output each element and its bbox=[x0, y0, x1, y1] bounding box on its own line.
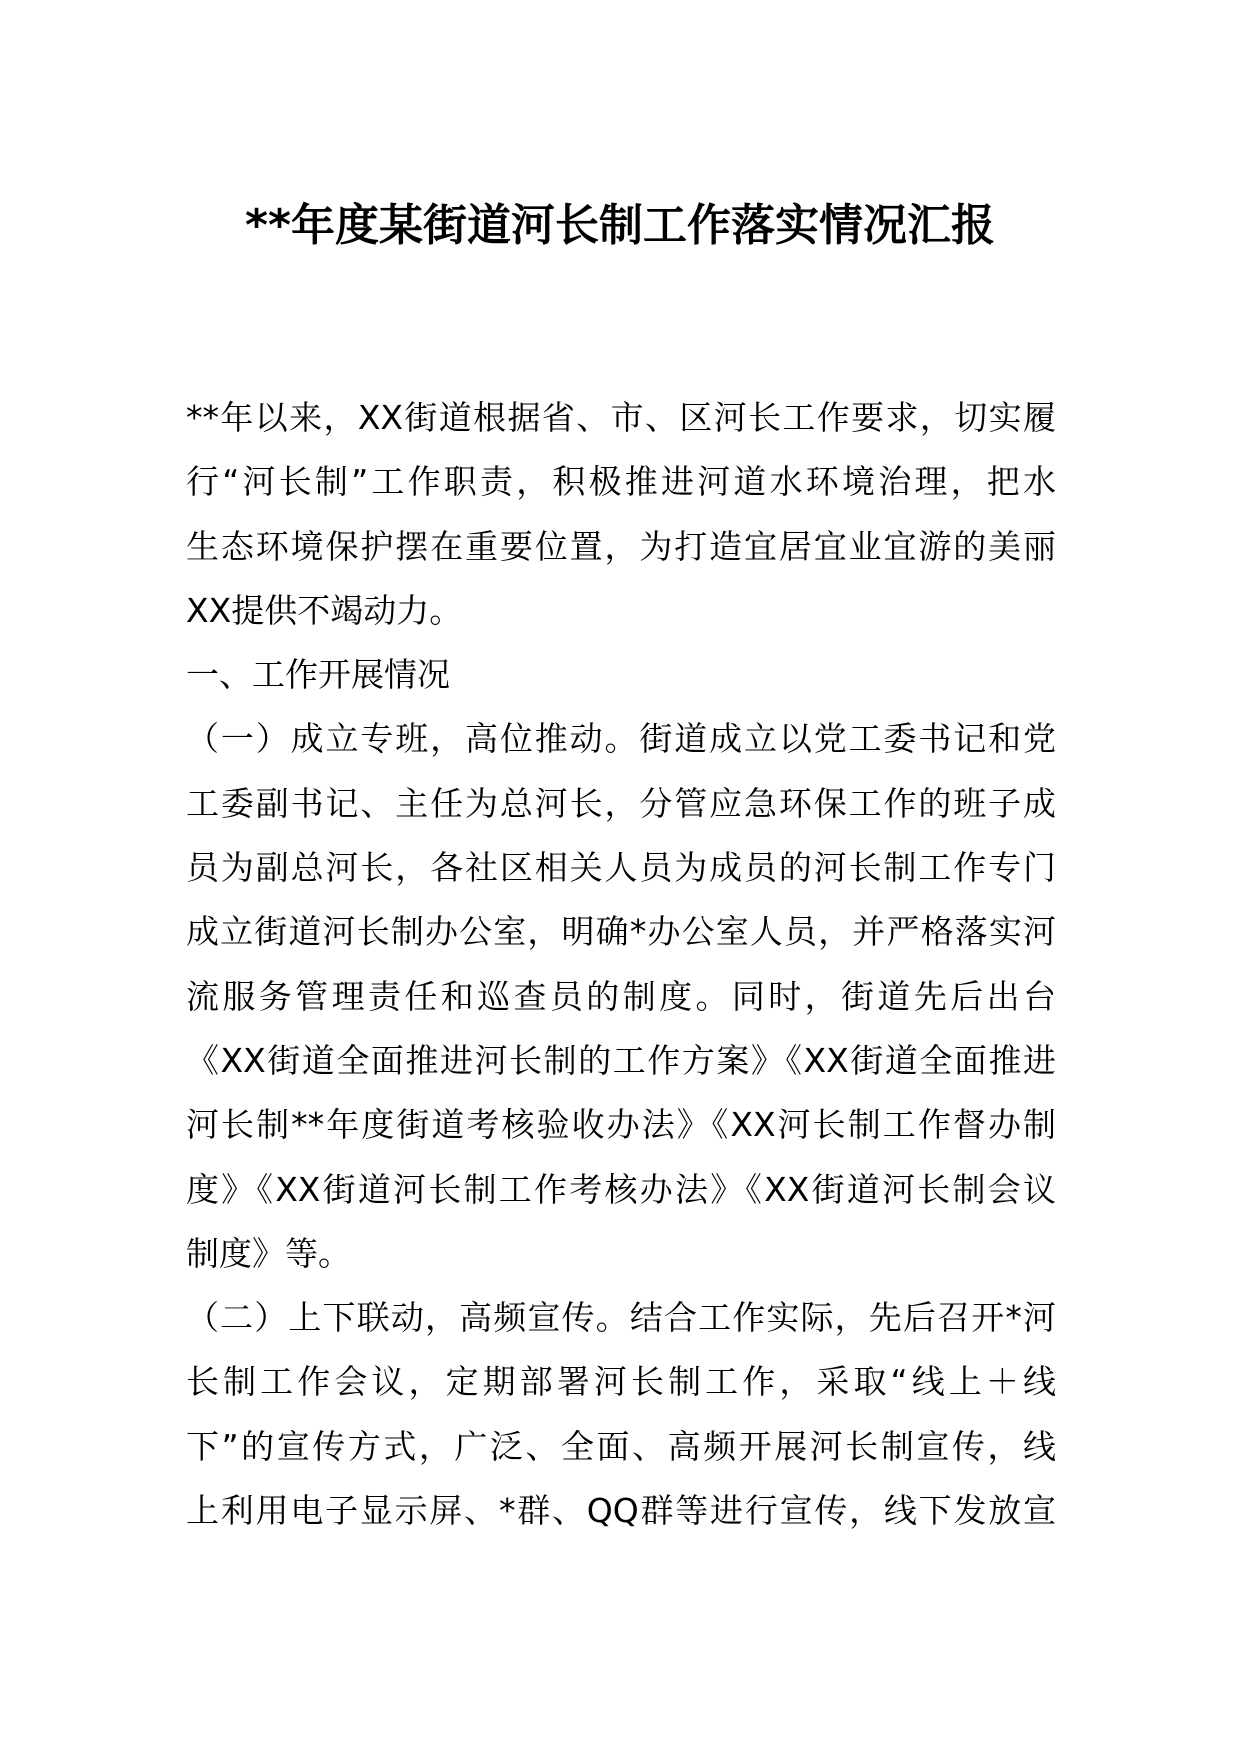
body-line: 工委副书记、主任为总河长，分管应急环保工作的班子成 bbox=[186, 783, 1056, 823]
body-line: 长制工作会议，定期部署河长制工作，采取“线上＋线 bbox=[186, 1362, 1056, 1402]
body-line: 行“河长制”工作职责，积极推进河道水环境治理，把水 bbox=[186, 462, 1056, 502]
document-title: **年度某街道河长制工作落实情况汇报 bbox=[244, 200, 996, 251]
body-line: （二）上下联动，高频宣传。结合工作实际，先后召开*河 bbox=[186, 1298, 1056, 1338]
body-line: 下”的宣传方式，广泛、全面、高频开展河长制宣传，线 bbox=[186, 1426, 1056, 1466]
body-line: 河长制**年度街道考核验收办法》《XX河长制工作督办制 bbox=[186, 1105, 1056, 1145]
body-line: 制度》等。 bbox=[186, 1233, 351, 1273]
body-line: 《XX街道全面推进河长制的工作方案》《XX街道全面推进 bbox=[186, 1040, 1056, 1080]
document-body bbox=[186, 386, 1056, 1543]
section-heading: 一、工作开展情况 bbox=[186, 655, 450, 695]
body-line: **年以来，XX街道根据省、市、区河长工作要求，切实履 bbox=[186, 398, 1056, 437]
body-line: XX提供不竭动力。 bbox=[186, 590, 463, 630]
body-line: 上利用电子显示屏、*群、QQ群等进行宣传，线下发放宣 bbox=[186, 1491, 1056, 1531]
body-line: 员为副总河长，各社区相关人员为成员的河长制工作专门 bbox=[186, 848, 1056, 888]
body-line: 流服务管理责任和巡查员的制度。同时，街道先后出台 bbox=[186, 976, 1056, 1016]
body-line: 生态环境保护摆在重要位置，为打造宜居宜业宜游的美丽 bbox=[186, 526, 1056, 566]
body-line: 成立街道河长制办公室，明确*办公室人员，并严格落实河 bbox=[186, 912, 1056, 952]
body-line: 度》《XX街道河长制工作考核办法》《XX街道河长制会议 bbox=[186, 1169, 1056, 1209]
body-line: （一）成立专班，高位推动。街道成立以党工委书记和党 bbox=[186, 719, 1056, 759]
